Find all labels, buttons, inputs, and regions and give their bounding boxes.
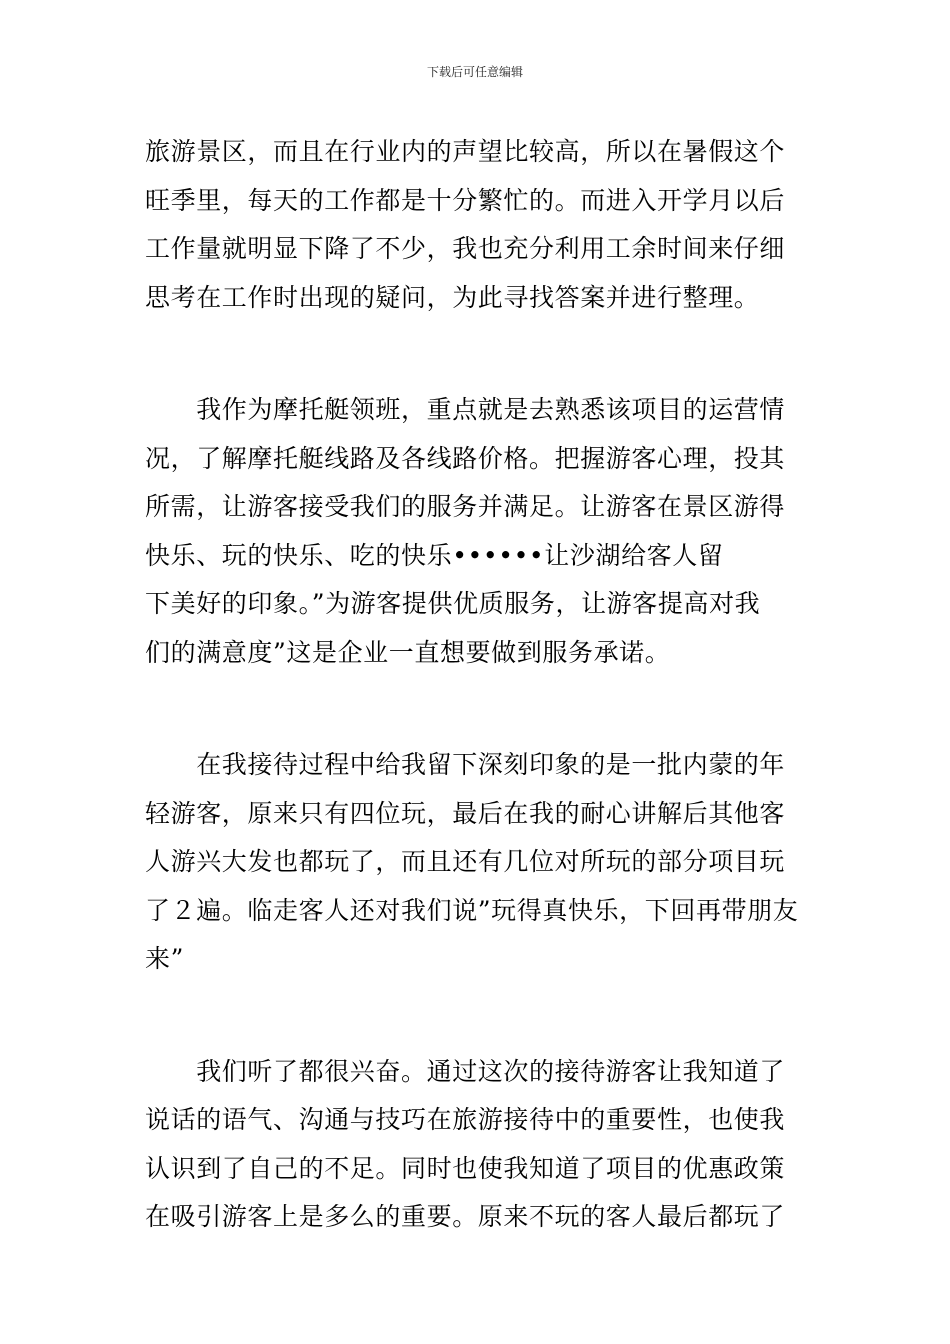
- paragraph-1: [145, 128, 813, 322]
- text-line: 我作为摩托艇领班，重点就是去熟悉该项目的运营情: [145, 395, 786, 424]
- paragraph-3: [145, 741, 813, 984]
- text-line: 认识到了自己的不足。同时也使我知道了项目的优惠政策: [145, 1153, 786, 1183]
- text-line: 旅游景区，而且在行业内的声望比较高，所以在暑假这个: [145, 137, 786, 166]
- text-line: 我们听了都很兴奋。通过这次的接待游客让我知道了: [145, 1056, 786, 1086]
- text-line: 轻游客，原来只有四位玩，最后在我的耐心讲解后其他客: [145, 798, 786, 828]
- text-line: 所需，让游客接受我们的服务并满足。让游客在景区游得: [145, 492, 786, 521]
- text-line: 下美好的印象。”为游客提供优质服务，让游客提高对我: [145, 589, 761, 618]
- text-line: 来”: [145, 944, 184, 973]
- text-line: 况，了解摩托艇线路及各线路价格。把握游客心理，投其: [145, 443, 786, 473]
- text-line: 了２遍。临走客人还对我们说”玩得真快乐，下回再带朋友: [145, 895, 799, 925]
- text-line: 说话的语气、沟通与技巧在旅游接待中的重要性，也使我: [145, 1105, 786, 1134]
- paragraph-spacer: [145, 322, 813, 386]
- text-line: 们的满意度”这是企业一直想要做到服务承诺。: [145, 637, 671, 667]
- text-line: 在吸引游客上是多么的重要。原来不玩的客人最后都玩了: [145, 1202, 786, 1231]
- paragraph-2: [145, 386, 813, 677]
- text-line: 思考在工作时出现的疑问，为此寻找答案并进行整理。: [145, 282, 760, 312]
- document-body: [145, 128, 813, 1242]
- text-line: 人游兴大发也都玩了，而且还有几位对所玩的部分项目玩: [145, 847, 786, 876]
- text-line: 在我接待过程中给我留下深刻印象的是一批内蒙的年: [145, 750, 786, 779]
- text-line: 快乐、玩的快乐、吃的快乐••••••让沙湖给客人留: [145, 540, 724, 570]
- paragraph-spacer: [145, 984, 813, 1048]
- text-line: 工作量就明显下降了不少，我也充分利用工余时间来仔细: [145, 234, 786, 263]
- paragraph-spacer: [145, 677, 813, 741]
- text-line: 旺季里，每天的工作都是十分繁忙的。而进入开学月以后: [145, 185, 786, 215]
- page-header-note: 下载后可任意编辑: [426, 65, 523, 79]
- paragraph-4: [145, 1048, 813, 1242]
